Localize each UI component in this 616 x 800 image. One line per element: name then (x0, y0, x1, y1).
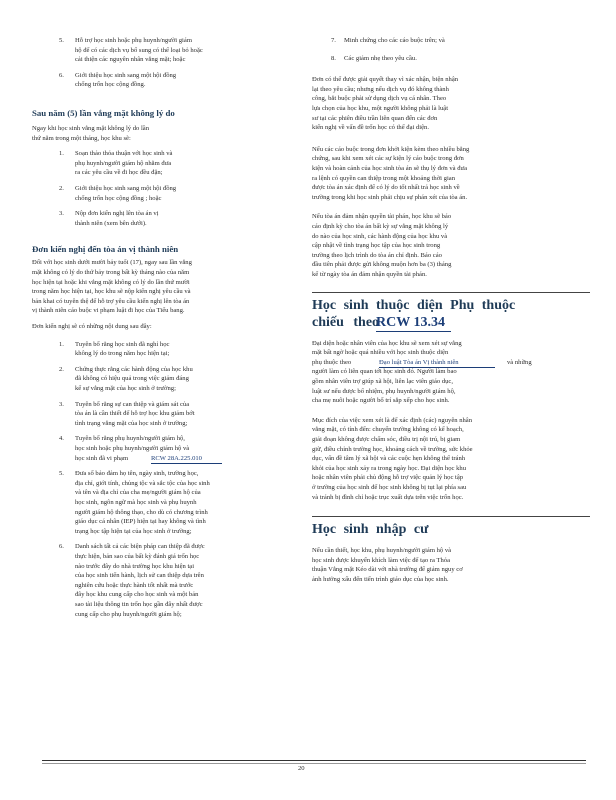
link-juvenile-court-act: Đạo luật Tòa án Vị thành niên (379, 358, 495, 369)
list-item-text: và tên và địa chỉ của cha mẹ/người giám hộ của (75, 489, 201, 497)
list-number: 8. (331, 54, 336, 62)
paragraph-text: giải đoạn không được chấm sóc, điều trị nội trú, bị giam (312, 436, 461, 443)
list-item-text: học sinh hoặc phụ huynh/người giám hộ và (75, 445, 190, 452)
list-item-text: tình trạng vắng mặt của học sinh ở trường; (75, 419, 188, 427)
footer-rule (42, 760, 586, 761)
list-item-text: không lý do trong năm học hiện tại; (75, 350, 170, 358)
paragraph-text: và tránh bị đình chỉ hoặc trục xuất dựa trên việc trốn học. (312, 493, 464, 501)
paragraph-text: trường trong khi học sinh phải chịu sự phán xét của tòa án. (312, 193, 468, 201)
paragraph-text: Đại diện hoặc nhân viên của học khu sẽ xem xét sự vắng (312, 339, 462, 347)
list-item-text: Danh sách tất cả các biện pháp can thiệp đã được (75, 543, 205, 551)
list-item-text: Đưa số bảo đảm họ tên, ngày sinh, trường học, (75, 470, 199, 478)
footer-rule-secondary (42, 763, 586, 764)
paragraph-text: do nào của học sinh, các hành động của học khu và (312, 232, 448, 240)
paragraph-text: ảnh hưởng xấu đến tiến trình giáo dục của học sinh. (312, 576, 449, 583)
paragraph-text: được tòa án xác định để có lý do tốt nhất trả học sinh về (312, 184, 460, 192)
paragraph-text: mặt không có lý do thứ bảy trong bất kỳ tháng nào của năm (32, 269, 190, 276)
paragraph-text: cập nhật về tình trạng học tập của học sinh trong (312, 242, 441, 250)
list-item-text: học sinh đã vi phạm (75, 454, 129, 462)
paragraph-text: người làm có liên quan tới học sinh đó. Người làm bao (312, 368, 457, 376)
paragraph-text: Nếu các cáo buộc trong đơn khởi kiện kèm theo nhiều bằng (312, 145, 470, 153)
paragraph-text: sư tại các phiên điều trần liên quan đến các đơn (312, 114, 438, 122)
list-item-text: Minh chứng cho các cáo buộc trên; và (344, 37, 445, 44)
paragraph-text: Nếu cần thiết, học khu, phụ huynh/người giám hộ và (312, 547, 452, 555)
list-item-text: Các giảm nhẹ theo yêu cầu. (344, 54, 417, 62)
list-item-text: Nộp đơn kiến nghị lên tòa án vị (75, 210, 159, 218)
page-number: 20 (298, 765, 305, 772)
paragraph-text: học hiện tại hoặc khi vắng mặt không có lý do lần thứ mười (32, 278, 190, 286)
list-number: 6. (59, 543, 64, 551)
list-item-text: Hỗ trợ học sinh hoặc phụ huynh/người giám (75, 37, 192, 44)
list-item-text: kể sự vắng mặt của học sinh ở trường; (75, 385, 176, 392)
paragraph-text: kiện và hoàn cảnh của học sinh tòa án sẽ thụ lý đơn và đưa (312, 165, 468, 172)
list-item-text: Tuyên bố rằng học sinh đã nghỉ học (75, 340, 170, 348)
list-item-text: phụ huynh/người giám hộ nhằm đưa (75, 159, 172, 167)
paragraph-text: Ngay khi học sinh vắng mặt không lý do lần (32, 125, 150, 132)
paragraph-text: hoặc nhân viên phải chủ động hỗ trợ việc quản lý học tập (312, 474, 464, 482)
list-number: 5. (59, 470, 64, 478)
paragraph-text: Đối với học sinh dưới mười bảy tuổi (17), ngay sau lần vắng (32, 259, 192, 267)
list-number: 3. (59, 400, 64, 408)
list-item-text: giáo dục cá nhân (IEP) hiện tại hay không và tình (75, 518, 206, 526)
list-item-text: chống trốn học cộng đồng. (75, 81, 146, 89)
paragraph-text: luật sư nếu được bổ nhiệm, phụ huynh/người giám hộ, (312, 387, 456, 395)
list-item-text: địa chỉ, giới tính, chủng tộc và sắc tộc của học sinh (75, 479, 210, 487)
list-item-text: cải thiện các nguyên nhân vắng mặt; hoặc (75, 56, 186, 64)
paragraph-text: học sinh được khuyến khích làm việc để tạo ra Thỏa (312, 556, 451, 564)
paragraph-text: ra lệnh có quyền can thiệp trong một khoảng thời gian (312, 174, 456, 182)
link-rcw: RCW 28A.225.010 (151, 454, 222, 465)
link-rcw-13-34: RCW 13.34 (376, 315, 451, 332)
section-heading: Đơn kiến nghị đến tòa án vị thành niên (32, 244, 179, 255)
list-item-text: trạng học tập hiện tại của học sinh ở trường; (75, 527, 192, 535)
list-number: 6. (59, 71, 64, 79)
list-item-text: Tuyên bố rằng phụ huynh/người giám hộ, (75, 435, 185, 443)
paragraph-text: vắng mặt, có tính đến: chuyển trường không có kế hoạch, (312, 426, 464, 434)
list-item-text: Tuyên bố rằng sự can thiệp và giám sát của (75, 400, 190, 408)
list-item-text: chống trốn học cộng đồng ; hoặc (75, 194, 162, 202)
list-number: 2. (59, 185, 64, 192)
list-item-text: của học sinh tiến hành, lịch sử can thiệp dựa trên (75, 572, 204, 580)
paragraph-text: gồm nhân viên trợ giúp xã hội, liên lạc viên giáo dục, (312, 378, 454, 385)
paragraph-text: Đơn có thể được giải quyết thay vì xác nhận, biện nhận (312, 76, 459, 84)
paragraph-text: lại theo yêu cầu; nhưng nếu dịch vụ đó không thành (312, 85, 449, 93)
list-number: 3. (59, 210, 64, 218)
paragraph-text: Nếu tòa án đảm nhận quyền tài phán, học khu sẽ báo (312, 213, 452, 221)
paragraph-text: công, bắt buộc phải sử dụng dịch vụ cá nhân. Theo (312, 95, 447, 103)
list-item-text: thành niên (xem bên dưới). (75, 219, 147, 227)
paragraph-text: ở trường của học sinh để học sinh không bị tụt lại phía sau (312, 484, 467, 491)
paragraph-text: Đơn kiến nghị sẽ có những nội dung sau đây: (32, 323, 152, 330)
list-item-text: đã không có hiệu quả trong việc giảm đáng (75, 375, 189, 383)
list-item-text: nào trước đây do nhà trường học khu hiện tại (75, 562, 195, 570)
paragraph-text: khỏi của học sinh xảy ra trong ngày học. Đại diện học khu (312, 464, 466, 472)
list-item-text: tòa án là cần thiết để hỗ trợ học khu giảm bớt (75, 410, 195, 418)
paragraph-text: trong năm học hiện tại, học khu sẽ nộp kiến nghị yêu cầu và (32, 288, 191, 296)
list-number: 1. (59, 340, 64, 348)
list-item-text: đây học khu cung cấp cho học sinh và một bản (75, 591, 199, 599)
paragraph-text: mặt bất ngờ hoặc quá nhiều với học sinh thuộc diện (312, 349, 449, 357)
paragraph-text: bản khai có tuyên thệ để hỗ trợ yêu cầu kiến nghị lên tòa án (32, 297, 190, 305)
heading-top-rule (312, 516, 590, 517)
section-heading: Học sinh nhập cư (312, 522, 429, 538)
list-number: 2. (59, 365, 64, 373)
list-number: 1. (59, 150, 64, 158)
list-number: 7. (331, 37, 336, 44)
heading-top-rule (312, 292, 590, 293)
paragraph-text: giữ, điều chỉnh trường học, khoảng cách về trường, sức khỏe (312, 445, 473, 453)
list-item-text: Giới thiệu học sinh sang một hội đồng (75, 185, 177, 192)
list-item-text: cung cấp cho phụ huynh/người giám hộ; (75, 610, 182, 618)
section-heading: chiếu theo (312, 314, 380, 330)
paragraph-text: cha mẹ nuôi hoặc người bố trí sắp xếp cho học sinh. (312, 397, 450, 405)
paragraph-text: Mục đích của việc xem xét là để xác định (các) nguyên nhân (312, 416, 473, 424)
list-number: 4. (59, 435, 64, 443)
paragraph-text: chứng, sau khi xem xét các sự kiện lý cáo buộc trong đơn (312, 155, 464, 163)
list-item-text: học sinh, ngôn ngữ mà học sinh và phụ huynh (75, 499, 197, 506)
paragraph-text: kiến nghị về vấn đề trốn học có thể đại diện. (312, 124, 430, 132)
paragraph-text: lựa chọn của học khu, một người không phải là luật (312, 105, 449, 112)
list-item-text: Soạn thảo thỏa thuận với học sinh và (75, 150, 173, 158)
paragraph-text: đầu tiên phải được gửi không muộn hơn ba (3) tháng (312, 261, 452, 269)
list-item-text: Giới thiệu học sinh sang một hội đồng (75, 71, 177, 79)
paragraph-text: dục, vấn đề tâm lý xã hội và các cuộc hẹn không thể tránh (312, 455, 466, 463)
section-heading: Học sinh thuộc diện Phụ thuộc (312, 297, 516, 313)
list-item-text: người giám hộ thông thạo, cho dù có chương trình (75, 508, 208, 516)
list-item-text: ra các yêu cầu về đi học đều đặn; (75, 169, 163, 177)
list-item-text: sao tài liệu thông tin trốn học gần đây nhất được (75, 601, 203, 608)
list-item-text: nghiên cứu hoặc thực hành tốt nhất mà trước (75, 581, 194, 589)
paragraph-text: vị thành niên cáo buộc vi phạm luật đi học của Tiểu bang. (32, 307, 185, 315)
paragraph-text: kể từ ngày tòa án đảm nhận quyền tài phán. (312, 271, 427, 278)
section-heading: Sau năm (5) lần vắng mặt không lý do (32, 108, 175, 118)
list-number: 5. (59, 37, 64, 44)
paragraph-text: và những (507, 358, 532, 366)
paragraph-text: cáo định kỳ cho tòa án bất kỳ sự vắng mặt không lý (312, 223, 449, 230)
list-item-text: thực hiện, bản sao của bất kỳ đánh giá trốn học (75, 553, 200, 560)
list-item-text: hộ để có các dịch vụ bổ sung có thể loại bỏ hoặc (75, 46, 203, 54)
paragraph-text: thuận Vắng mặt Kéo dài với nhà trường để giảm nguy cơ (312, 566, 463, 574)
paragraph-text: phụ thuộc theo (312, 358, 352, 366)
paragraph-text: trường theo lịch trình do tòa án chỉ định. Báo cáo (312, 251, 442, 259)
paragraph-text: thứ năm trong một tháng, học khu sẽ: (32, 134, 131, 142)
list-item-text: Chứng thực rằng các hành động của học khu (75, 365, 193, 373)
